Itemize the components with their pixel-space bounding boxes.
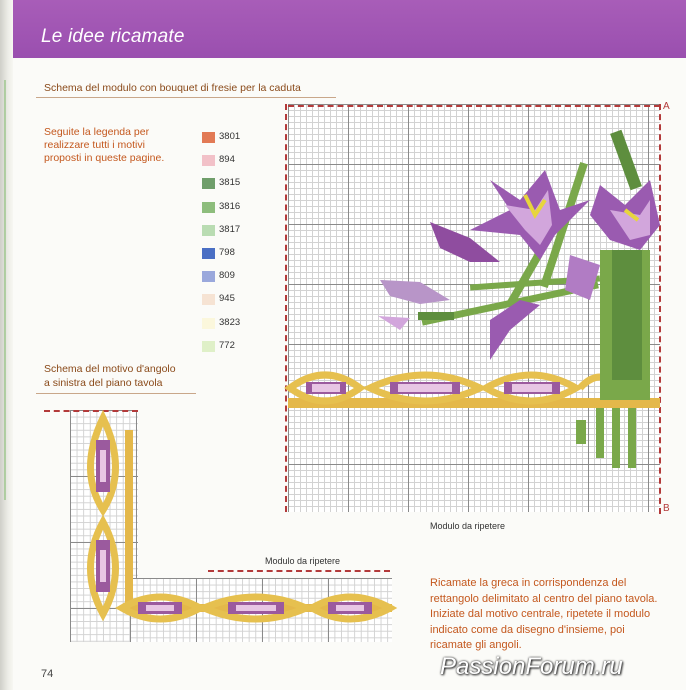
- thread-code: 3823: [219, 316, 241, 328]
- thread-code: 3801: [219, 131, 241, 142]
- main-chart-caption: Modulo da ripetere: [430, 521, 506, 531]
- section-title-corner-line1: Schema del motivo d'angolo: [44, 363, 176, 375]
- thread-code: 894: [219, 154, 235, 166]
- section-title-bouquet: Schema del modulo con bouquet di fresie per la caduta: [44, 82, 301, 94]
- section-title-corner-line2: a sinistra del piano tavola: [44, 377, 163, 389]
- page-number: 74: [41, 668, 54, 680]
- site-watermark: PassionForum.ru: [440, 653, 623, 680]
- thread-code: 945: [219, 293, 235, 305]
- corner-border-band: [91, 418, 393, 619]
- thread-code: 3816: [219, 200, 241, 212]
- marker-a: A: [663, 101, 670, 112]
- legend-intro-text: Seguite la legenda per realizzare tutti i motivi proposti in queste pagine.: [44, 126, 165, 164]
- marker-b: B: [663, 503, 670, 514]
- corner-chart-caption: Modulo da ripetere: [265, 556, 341, 566]
- header-title: Le idee ricamate: [41, 26, 185, 47]
- thread-code: 772: [219, 339, 235, 351]
- thread-code: 3817: [219, 223, 241, 235]
- thread-code: 809: [219, 270, 235, 282]
- instructions-text: Ricamate la greca in corrispondenza del rettangolo delimitato al centro del piano tavola. Iniziate dal motivo centrale, ripetete il modulo indicato come da disegno d'insieme, poi ricamate gli angoli.: [430, 577, 658, 651]
- thread-code: 3815: [219, 177, 241, 189]
- thread-code: 798: [219, 246, 235, 258]
